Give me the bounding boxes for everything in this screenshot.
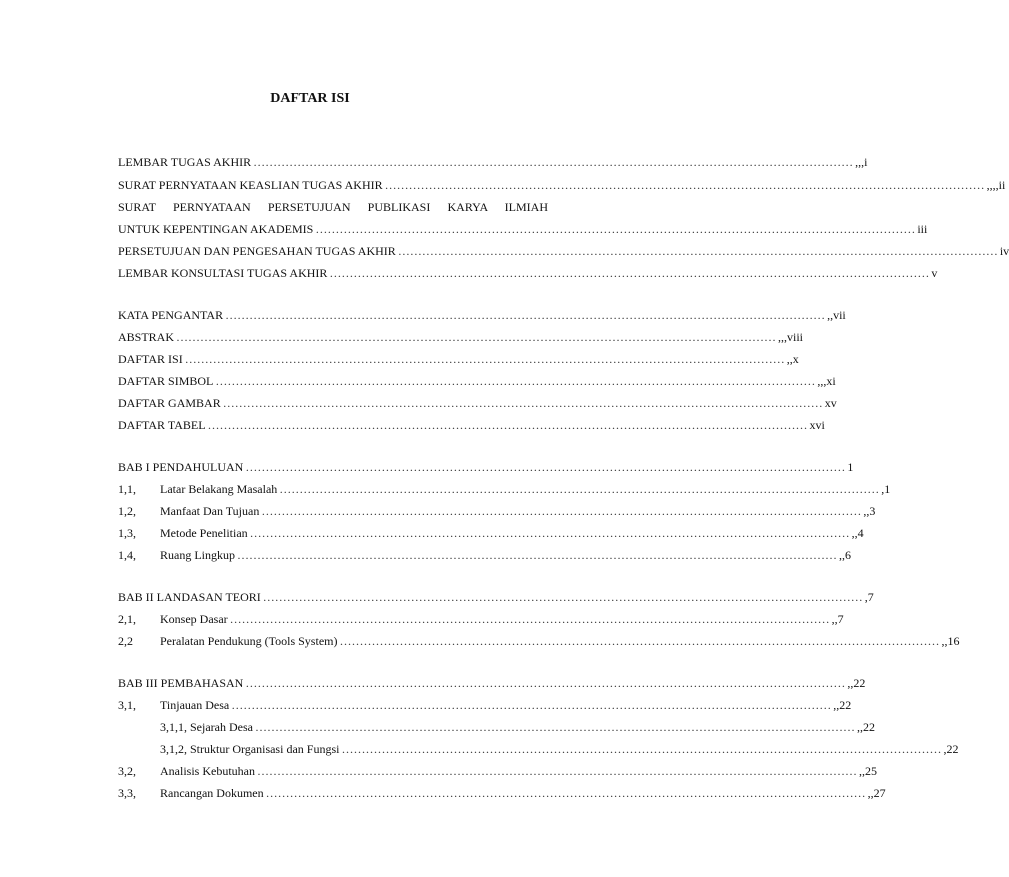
dot-leader: …………………………………………………………………………………………………………………………………… bbox=[245, 460, 846, 474]
toc-entry-text: Analisis Kebutuhan bbox=[160, 764, 255, 778]
toc-entry-text: LEMBAR TUGAS AKHIR bbox=[118, 155, 252, 169]
dot-leader: …………………………………………………………………………………………………………………………………… bbox=[207, 418, 808, 432]
dot-leader: …………………………………………………………………………………………………………………………………… bbox=[339, 634, 940, 648]
toc-entry-page: ,,6 bbox=[839, 548, 851, 562]
toc-entry-surat-pernyataan-keaslian bbox=[118, 178, 1006, 193]
section-number: 2,2 bbox=[118, 634, 133, 648]
toc-entry-page: ,,,,ii bbox=[986, 178, 1006, 192]
toc-entry-page: iii bbox=[917, 222, 928, 236]
dot-leader: …………………………………………………………………………………………………………………………………… bbox=[229, 612, 830, 626]
section-number: 1,2, bbox=[118, 504, 136, 518]
toc-chapter-bab-2 bbox=[118, 590, 874, 605]
toc-chapter-bab-1 bbox=[118, 460, 854, 475]
toc-entry-text: DAFTAR SIMBOL bbox=[118, 374, 214, 388]
toc-entry-1-4 bbox=[118, 548, 851, 563]
toc-entry-text: Metode Penelitian bbox=[160, 526, 248, 540]
toc-entry-text: DAFTAR ISI bbox=[118, 352, 183, 366]
toc-entry-kepentingan-akademis bbox=[118, 222, 928, 237]
dot-leader: …………………………………………………………………………………………………………………………………… bbox=[257, 764, 857, 778]
toc-entry-lembar-tugas-akhir bbox=[118, 155, 868, 170]
toc-entry-lembar-konsultasi bbox=[118, 266, 938, 281]
dot-leader: …………………………………………………………………………………………………………………………………… bbox=[231, 698, 832, 712]
toc-entry-page: ,,7 bbox=[831, 612, 844, 626]
toc-entry-text: KATA PENGANTAR bbox=[118, 308, 224, 322]
toc-entry-text: BAB II LANDASAN TEORI bbox=[118, 590, 261, 604]
toc-entry-text: Latar Belakang Masalah bbox=[160, 482, 278, 496]
toc-entry-text: BAB III PEMBAHASAN bbox=[118, 676, 244, 690]
toc-entry-page: ,7 bbox=[864, 590, 874, 604]
toc-entry-2-2 bbox=[118, 634, 960, 649]
toc-entry-text: DAFTAR GAMBAR bbox=[118, 396, 221, 410]
section-number: 3,1, bbox=[118, 698, 136, 712]
toc-entry-page: ,,,i bbox=[855, 155, 868, 169]
toc-entry-1-1 bbox=[118, 482, 891, 497]
dot-leader: …………………………………………………………………………………………………………………………………… bbox=[329, 266, 930, 280]
dot-leader: …………………………………………………………………………………………………………………………………… bbox=[279, 482, 880, 496]
toc-entry-text: Peralatan Pendukung (Tools System) bbox=[160, 634, 338, 648]
toc-entry-abstrak bbox=[118, 330, 804, 345]
dot-leader: …………………………………………………………………………………………………………………………………… bbox=[261, 504, 862, 518]
toc-entry-3-3 bbox=[118, 786, 886, 801]
toc-entry-persetujuan-pengesahan bbox=[118, 244, 1009, 259]
toc-entry-text: Konsep Dasar bbox=[160, 612, 228, 626]
page-title: DAFTAR ISI bbox=[270, 91, 350, 106]
toc-entry-page: ,,16 bbox=[941, 634, 960, 648]
toc-entry-3-2 bbox=[118, 764, 877, 779]
dot-leader: …………………………………………………………………………………………………………………………………… bbox=[237, 548, 837, 562]
dot-leader: …………………………………………………………………………………………………………………………………… bbox=[265, 786, 866, 800]
toc-entry-text: PERSETUJUAN DAN PENGESAHAN TUGAS AKHIR bbox=[118, 244, 396, 258]
toc-entry-page: ,,3 bbox=[863, 504, 876, 518]
toc-entry-page: 1 bbox=[847, 460, 854, 474]
toc-entry-daftar-simbol bbox=[118, 374, 836, 389]
toc-entry-text: SURAT PERNYATAAN PERSETUJUAN PUBLIKASI KARYA ILMIAH bbox=[118, 200, 548, 214]
toc-entry-daftar-isi bbox=[118, 352, 799, 367]
dot-leader: …………………………………………………………………………………………………………………………………… bbox=[315, 222, 916, 236]
dot-leader: …………………………………………………………………………………………………………………………………… bbox=[245, 676, 846, 690]
toc-entry-text: ABSTRAK bbox=[118, 330, 175, 344]
toc-entry-text: BAB I PENDAHULUAN bbox=[118, 460, 244, 474]
dot-leader: …………………………………………………………………………………………………………………………………… bbox=[215, 374, 816, 388]
toc-entry-3-1 bbox=[118, 698, 852, 713]
dot-leader: …………………………………………………………………………………………………………………………………… bbox=[262, 590, 863, 604]
section-number: 3,3, bbox=[118, 786, 136, 800]
toc-entry-text: Tinjauan Desa bbox=[160, 698, 230, 712]
toc-entry-1-2 bbox=[118, 504, 876, 519]
toc-entry-page: xv bbox=[824, 396, 837, 410]
toc-entry-page: ,,27 bbox=[867, 786, 886, 800]
toc-entry-page: ,,25 bbox=[859, 764, 877, 778]
toc-entry-2-1 bbox=[118, 612, 844, 627]
section-number: 1,3, bbox=[118, 526, 136, 540]
dot-leader: …………………………………………………………………………………………………………………………………… bbox=[397, 244, 998, 258]
toc-chapter-bab-3 bbox=[118, 676, 866, 691]
dot-leader: …………………………………………………………………………………………………………………………………… bbox=[225, 308, 826, 322]
dot-leader: …………………………………………………………………………………………………………………………………… bbox=[254, 720, 855, 734]
toc-entry-page: ,,22 bbox=[847, 676, 866, 690]
dot-leader: …………………………………………………………………………………………………………………………………… bbox=[341, 742, 942, 756]
dot-leader: …………………………………………………………………………………………………………………………………… bbox=[184, 352, 785, 366]
toc-entry-daftar-gambar bbox=[118, 396, 837, 411]
toc-entry-kata-pengantar bbox=[118, 308, 846, 323]
toc-entry-page: ,,22 bbox=[856, 720, 875, 734]
toc-entry-page: ,,vii bbox=[827, 308, 846, 322]
toc-entry-3-1-1 bbox=[160, 720, 875, 735]
toc-entry-text: LEMBAR KONSULTASI TUGAS AKHIR bbox=[118, 266, 328, 280]
toc-entry-text: 3,1,1, Sejarah Desa bbox=[160, 720, 253, 734]
section-number: 1,1, bbox=[118, 482, 136, 496]
dot-leader: …………………………………………………………………………………………………………………………………… bbox=[222, 396, 823, 410]
toc-entry-text: Ruang Lingkup bbox=[160, 548, 235, 562]
dot-leader: …………………………………………………………………………………………………………………………………… bbox=[249, 526, 850, 540]
toc-entry-page: ,,,xi bbox=[817, 374, 836, 388]
toc-entry-text: Rancangan Dokumen bbox=[160, 786, 264, 800]
toc-entry-3-1-2 bbox=[160, 742, 959, 757]
toc-entry-page: ,,22 bbox=[833, 698, 852, 712]
dot-leader: …………………………………………………………………………………………………………………………………… bbox=[384, 178, 985, 192]
toc-entry-text: DAFTAR TABEL bbox=[118, 418, 206, 432]
toc-entry-page: ,,x bbox=[786, 352, 799, 366]
toc-entry-page: ,22 bbox=[943, 742, 959, 756]
toc-entry-text: Manfaat Dan Tujuan bbox=[160, 504, 260, 518]
toc-entry-text: SURAT PERNYATAAN KEASLIAN TUGAS AKHIR bbox=[118, 178, 383, 192]
toc-entry-page: iv bbox=[999, 244, 1009, 258]
toc-entry-text: UNTUK KEPENTINGAN AKADEMIS bbox=[118, 222, 314, 236]
section-number: 3,2, bbox=[118, 764, 136, 778]
toc-entry-page: xvi bbox=[809, 418, 825, 432]
toc-entry-daftar-tabel bbox=[118, 418, 825, 433]
toc-entry-page: v bbox=[931, 266, 938, 280]
toc-entry-page: ,1 bbox=[881, 482, 891, 496]
toc-entry-surat-pernyataan-persetujuan bbox=[118, 200, 548, 215]
toc-entry-text: 3,1,2, Struktur Organisasi dan Fungsi bbox=[160, 742, 340, 756]
dot-leader: …………………………………………………………………………………………………………………………………… bbox=[176, 330, 777, 344]
toc-entry-1-3 bbox=[118, 526, 864, 541]
dot-leader: …………………………………………………………………………………………………………………………………… bbox=[253, 155, 854, 169]
toc-entry-page: ,,4 bbox=[851, 526, 864, 540]
section-number: 2,1, bbox=[118, 612, 136, 626]
section-number: 1,4, bbox=[118, 548, 136, 562]
toc-entry-page: ,,,viii bbox=[778, 330, 804, 344]
